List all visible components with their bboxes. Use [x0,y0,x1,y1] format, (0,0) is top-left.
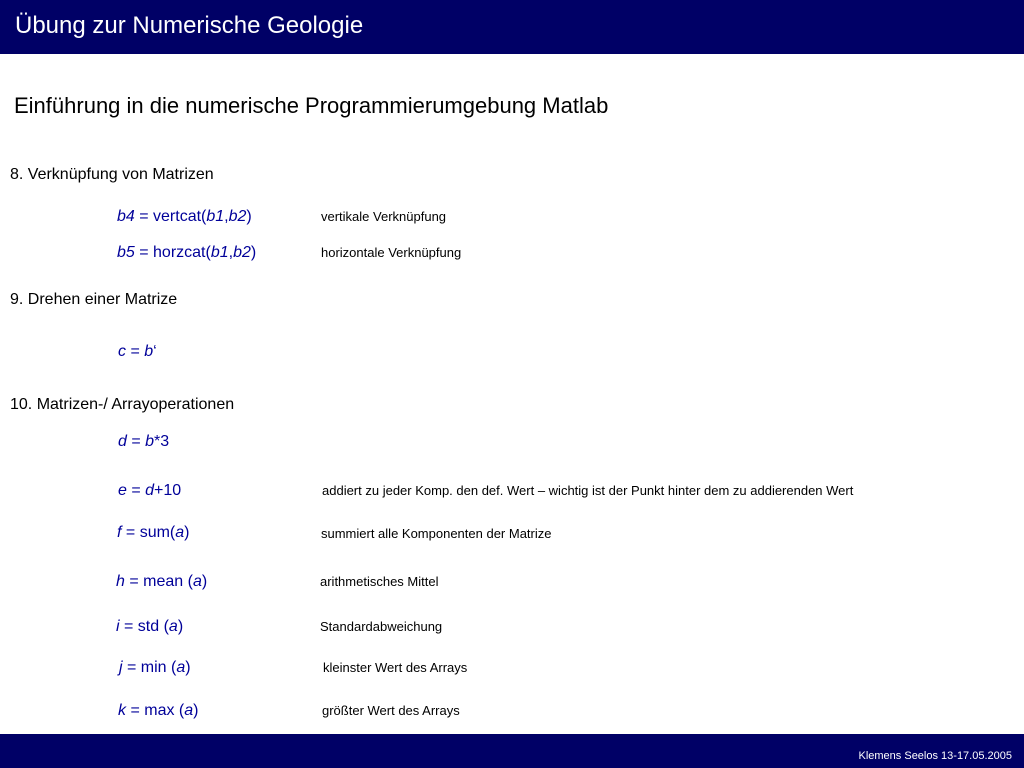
desc-max: größter Wert des Arrays [322,703,460,718]
code-var: a [192,573,202,590]
code-var: b [144,343,154,360]
desc-mean: arithmetisches Mittel [320,574,439,589]
code-text: = max ( [126,702,185,719]
section-heading-8: 8. Verknüpfung von Matrizen [10,166,214,183]
code-var: b [145,433,155,450]
code-text: = std ( [119,618,169,635]
code-b4-vertcat [117,207,252,227]
code-text: ) [250,244,257,261]
code-var: a [184,702,194,719]
code-text: = min ( [122,659,177,676]
code-var: b1 [210,244,229,261]
code-text: , [228,244,234,261]
code-var: d [145,482,155,499]
code-text: , [224,208,229,225]
code-var: i [116,618,120,635]
code-var: b5 [117,244,135,261]
desc-std: Standardabweichung [320,619,443,634]
code-text: ) [246,208,252,225]
code-var: d [118,433,127,450]
code-text: = [126,482,146,499]
code-text: = mean ( [124,573,193,590]
code-var: e [118,482,127,499]
code-var: a [168,618,178,635]
code-var: j [119,659,123,676]
code-j-min [119,658,191,678]
desc-min: kleinster Wert des Arrays [323,660,468,675]
code-var: b1 [206,208,225,225]
code-text: = [126,433,146,450]
desc-add: addiert zu jeder Komp. den def. Wert – wichtig ist der Punkt hinter dem zu addierenden Wert [322,483,854,498]
code-i-std [116,617,183,637]
code-var: c [118,343,126,360]
code-var: b4 [117,208,135,225]
code-text: ) [201,573,208,590]
code-d-multiply [118,432,169,452]
slide-title: Übung zur Numerische Geologie [15,12,364,39]
footer-bar [0,734,1024,768]
footer-credit: Klemens Seelos 13-17.05.2005 [858,750,1012,762]
code-text: ) [193,702,199,719]
code-c-transpose [118,342,157,362]
code-h-mean [116,572,207,592]
code-text: ) [185,659,191,676]
title-bar [0,0,1024,52]
section-heading-10: 10. Matrizen-/ Arrayoperationen [10,396,235,413]
code-k-max [118,701,198,721]
desc-vertcat: vertikale Verknüpfung [321,209,447,224]
code-b5-horzcat [117,243,256,263]
code-text: ‘ [153,343,157,360]
slide-subtitle: Einführung in die numerische Programmierumgebung Matlab [14,93,609,118]
code-text: = [126,343,145,360]
code-e-add [118,481,181,501]
desc-horzcat: horizontale Verknüpfung [321,245,462,260]
title-divider [0,52,1024,54]
code-var: b2 [228,208,247,225]
code-text: +10 [154,482,182,499]
code-var: b2 [233,244,251,261]
section-heading-9: 9. Drehen einer Matrize [10,291,178,308]
desc-sum: summiert alle Komponenten der Matrize [321,526,552,541]
code-f-sum [117,523,189,543]
code-text: *3 [154,433,170,450]
code-text: = horzcat( [134,244,211,261]
code-text: ) [177,618,184,635]
code-var: h [116,573,125,590]
code-var: a [175,524,185,541]
code-var: f [117,524,122,541]
code-text: ) [184,524,190,541]
code-text: = vertcat( [134,208,207,225]
code-text: = sum( [121,524,176,541]
code-var: a [176,659,186,676]
code-var: k [118,702,126,719]
